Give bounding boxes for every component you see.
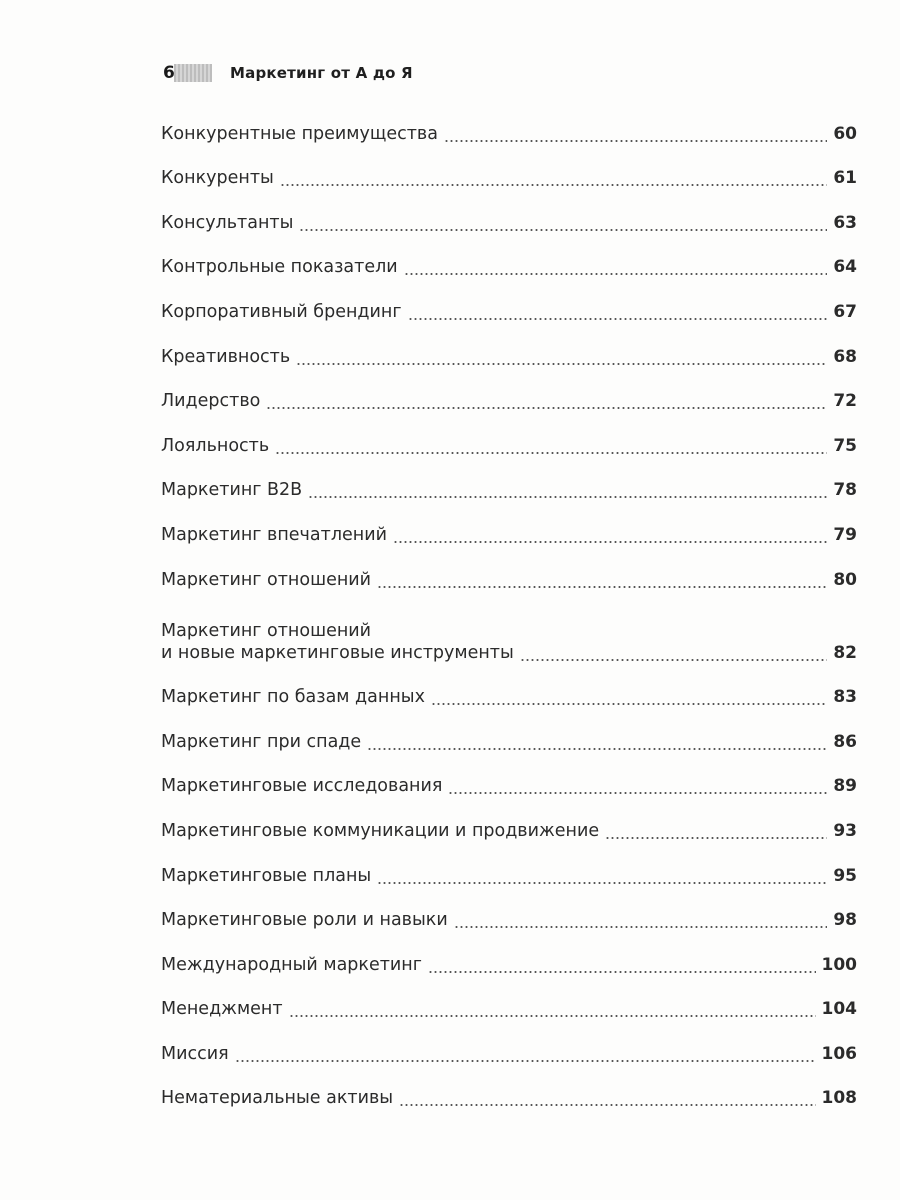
toc-entry — [161, 368, 857, 413]
toc-entry — [161, 1020, 857, 1065]
toc-entry-page: 86 — [827, 731, 857, 753]
toc-entry — [161, 842, 857, 887]
toc-entry-title: Международный маркетинг — [161, 954, 428, 976]
toc-entry-page: 63 — [827, 212, 857, 234]
toc-entry — [161, 278, 857, 323]
leader-dots — [280, 167, 828, 189]
toc-entry-title: Маркетинговые коммуникации и продвижение — [161, 820, 605, 842]
toc-entry-title: Контрольные показатели — [161, 256, 404, 278]
leader-dots — [289, 998, 816, 1020]
leader-dots — [428, 954, 816, 976]
toc-entry-page: 68 — [827, 346, 857, 368]
toc-entry — [161, 591, 857, 664]
toc-entry-title: Маркетинг впечатлений — [161, 524, 393, 546]
toc-entry-page: 80 — [827, 569, 857, 591]
toc-entry-page: 98 — [827, 909, 857, 931]
toc-entry-page: 83 — [827, 686, 857, 708]
running-header — [160, 60, 413, 86]
toc-entry — [161, 145, 857, 190]
toc-entry-title: Маркетинг отношений — [161, 569, 377, 591]
toc-entry — [161, 412, 857, 457]
toc-entry-page: 93 — [827, 820, 857, 842]
toc-entry-page: 89 — [827, 775, 857, 797]
toc-entry-page: 106 — [816, 1043, 858, 1065]
toc-entry — [161, 1065, 857, 1110]
leader-dots — [399, 1087, 815, 1109]
toc-entry-title: Нематериальные активы — [161, 1087, 399, 1109]
toc-entry-title: Креативность — [161, 346, 296, 368]
toc-entry-page: 82 — [827, 642, 857, 664]
toc-entry-title — [161, 620, 520, 664]
leader-dots — [444, 123, 827, 145]
toc-entry-page: 104 — [816, 998, 858, 1020]
toc-entry-title: Лидерство — [161, 390, 266, 412]
toc-entry-title: Маркетинг по базам данных — [161, 686, 431, 708]
toc-entry-page: 64 — [827, 256, 857, 278]
toc-entry — [161, 887, 857, 932]
toc-entry-title-line2: и новые маркетинговые инструменты — [161, 642, 514, 663]
toc-entry — [161, 931, 857, 976]
toc-entry-title: Корпоративный брендинг — [161, 301, 408, 323]
toc-entry-page: 61 — [827, 167, 857, 189]
leader-dots — [235, 1043, 816, 1065]
toc-entry-page: 100 — [816, 954, 858, 976]
leader-dots — [266, 390, 827, 412]
toc-entry-title: Конкуренты — [161, 167, 280, 189]
leader-dots — [367, 731, 827, 753]
book-title: Маркетинг от А до Я — [230, 64, 413, 82]
toc-entry-title: Маркетинговые роли и навыки — [161, 909, 454, 931]
leader-dots — [448, 775, 827, 797]
toc-entry — [161, 189, 857, 234]
page-number-shade — [174, 64, 212, 82]
toc-entry-title: Маркетинговые исследования — [161, 775, 448, 797]
leader-dots — [377, 865, 827, 887]
toc-entry-page: 60 — [827, 123, 857, 145]
leader-dots — [520, 642, 828, 664]
toc-entry-title: Маркетинг при спаде — [161, 731, 367, 753]
toc-entry-page: 72 — [827, 390, 857, 412]
page-number-box — [160, 62, 212, 84]
toc-entry-title-line1: Маркетинг отношений — [161, 620, 372, 641]
page-number: 6 — [163, 63, 175, 83]
leader-dots — [275, 435, 827, 457]
toc-entry — [161, 546, 857, 591]
toc-entry-title: Маркетинг B2B — [161, 479, 308, 501]
toc-entry — [161, 501, 857, 546]
leader-dots — [393, 524, 827, 546]
toc-entry — [161, 457, 857, 502]
leader-dots — [431, 686, 827, 708]
toc-entry-title: Менеджмент — [161, 998, 289, 1020]
toc-entry-title: Маркетинговые планы — [161, 865, 377, 887]
toc-entry-page: 108 — [816, 1087, 858, 1109]
leader-dots — [299, 212, 827, 234]
toc-entry-title: Миссия — [161, 1043, 235, 1065]
toc-entry — [161, 234, 857, 279]
toc-entry-page: 79 — [827, 524, 857, 546]
leader-dots — [408, 301, 828, 323]
leader-dots — [296, 346, 827, 368]
leader-dots — [404, 256, 828, 278]
toc-entry-page: 95 — [827, 865, 857, 887]
leader-dots — [605, 820, 827, 842]
toc-entry — [161, 708, 857, 753]
toc-entry — [161, 753, 857, 798]
toc-entry — [161, 976, 857, 1021]
leader-dots — [377, 569, 827, 591]
table-of-contents — [161, 100, 857, 1109]
toc-entry-page: 75 — [827, 435, 857, 457]
leader-dots — [308, 479, 827, 501]
toc-entry-title: Конкурентные преимущества — [161, 123, 444, 145]
toc-entry-title: Лояльность — [161, 435, 275, 457]
toc-entry — [161, 100, 857, 145]
toc-entry-title: Консультанты — [161, 212, 299, 234]
leader-dots — [454, 909, 828, 931]
toc-entry — [161, 323, 857, 368]
toc-entry-page: 78 — [827, 479, 857, 501]
toc-entry-page: 67 — [827, 301, 857, 323]
toc-entry — [161, 797, 857, 842]
toc-entry — [161, 664, 857, 709]
